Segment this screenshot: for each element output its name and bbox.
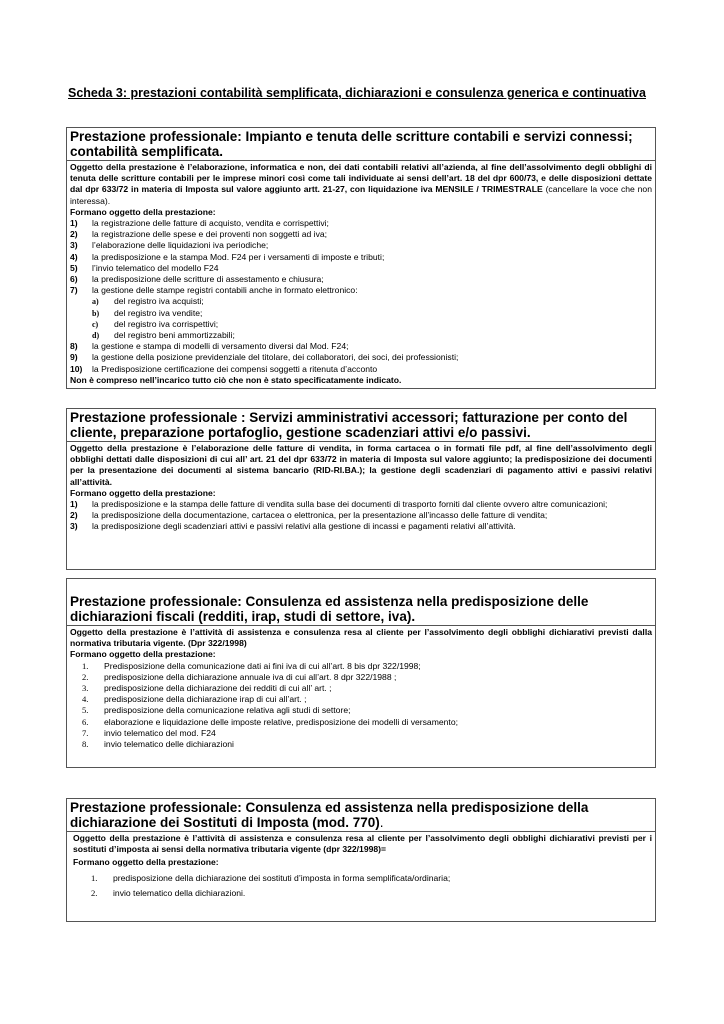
item-text: la predisposizione degli scadenziari attivi e passivi relativi alla gestione di incassi e pagamenti relativi all’attività. <box>92 521 516 532</box>
sub-item <box>70 319 652 330</box>
section-title <box>67 799 655 832</box>
list-item <box>70 510 652 521</box>
section-body <box>67 442 655 569</box>
section-title-suffix: . <box>379 815 384 830</box>
item-number: 5. <box>82 705 89 716</box>
item-text: invio telematico del mod. F24 <box>104 727 216 738</box>
item-text: la predisposizione della documentazione, cartacea o elettronica, per la presentazione all’incasso delle fatture di vendita; <box>92 510 548 521</box>
list-item <box>70 694 652 705</box>
end-note: Non è compreso nell’incarico tutto ciò che non è stato specificatamente indicato. <box>70 374 402 385</box>
object-paragraph: Oggetto della prestazione è l’attività di assistenza e consulenza resa al cliente per l’assolvimento degli obblighi dichiarativi previsti dalla normativa tributaria vigente. (Dpr 322/1998) <box>70 627 652 649</box>
section-sostituti-imposta <box>66 798 656 922</box>
item-text: la predisposizione e la stampa Mod. F24 per i versamenti di imposte e tributi; <box>92 251 385 262</box>
item-text: predisposizione della dichiarazione annuale iva di cui all’art. 8 dpr 322/1988 ; <box>104 671 397 682</box>
sub-item-text: del registro beni ammortizzabili; <box>114 330 235 341</box>
item-text: predisposizione della dichiarazione dei sostituti d’imposta in forma semplificata/ordinaria; <box>113 872 451 883</box>
sub-item-letter: a) <box>92 297 99 307</box>
item-number: 1) <box>70 499 78 510</box>
list-item <box>70 229 652 240</box>
item-text: predisposizione della comunicazione relativa agli studi di settore; <box>104 705 351 716</box>
section-body <box>67 626 655 767</box>
section-title-text: Prestazione professionale: Consulenza ed assistenza nella predisposizione della dichiarazione dei Sostituti di Imposta (mod. 770) <box>70 800 589 830</box>
sub-item-text: del registro iva vendite; <box>114 307 203 318</box>
object-text: Oggetto della prestazione è l’elaborazione, informatica e non, dei dati contabili relativi all’azienda, al fine dell’assolvimento degli obblighi di tenuta delle scritture contabili per le imprese minori così come tali individuate ai sensi dell’art. 18 del dpr 600/73, e delle disposizioni dettate dal dpr 633/72 in materia di Imposta sul valore aggiunto artt. 21-27, con liquidazione iva MENSILE / TRIMESTRALE <box>70 162 652 195</box>
item-number: 1) <box>70 218 78 229</box>
section-title: Prestazione professionale: Consulenza ed assistenza nella predisposizione delle dichiarazioni fiscali (redditi, irap, studi di settore, iva). <box>67 593 655 626</box>
list-item <box>70 672 652 683</box>
list-item <box>70 364 652 375</box>
item-text: la predisposizione e la stampa delle fatture di vendita sulla base dei documenti di trasporto forniti dal cliente ovvero altre comunicazioni; <box>92 499 608 510</box>
item-text: predisposizione della dichiarazione irap di cui all’art. ; <box>104 694 307 705</box>
item-number: 9) <box>70 352 78 363</box>
sub-item <box>70 308 652 319</box>
item-text: Predisposizione della comunicazione dati ai fini iva di cui all’art. 8 bis dpr 322/1998; <box>104 660 421 671</box>
section-contabilita <box>66 127 656 389</box>
list-item <box>70 705 652 716</box>
list-item <box>70 728 652 739</box>
list-item <box>70 285 652 296</box>
object-note: (cancellare la voce che non interessa). <box>70 184 652 206</box>
list-item <box>73 888 652 899</box>
object-paragraph: Oggetto della prestazione è l’elaborazione delle fatture di vendita, in forma cartacea o in formati file pdf, al fine dell’assolvimento degli obblighi dettati dalle disposizioni di cui all’ art. 21 del dpr 633/72 in materia di Imposta sul valore aggiunto; la predisposizione dei documenti per la presentazione dei documenti al sistema bancario (RID-RI.BA.); la gestione degli scadenziari di pagamento attivi e passivi relativi all’attività. <box>70 443 652 487</box>
item-number: 8. <box>82 739 89 750</box>
sub-item-letter: b) <box>92 308 100 318</box>
sub-item-text: del registro iva acquisti; <box>114 296 204 307</box>
item-number: 10) <box>70 363 83 374</box>
list-item <box>70 521 652 532</box>
formano-label: Formano oggetto della prestazione: <box>73 857 219 868</box>
item-number: 7. <box>82 727 89 738</box>
sub-item <box>70 296 652 307</box>
section-body <box>67 161 655 388</box>
object-paragraph <box>70 162 652 207</box>
item-number: 1. <box>82 660 89 671</box>
list-item <box>70 499 652 510</box>
item-text: predisposizione della dichiarazione dei redditi di cui all’ art. ; <box>104 683 332 694</box>
item-number: 2. <box>91 887 98 898</box>
item-number: 3. <box>82 683 89 694</box>
item-text: la gestione delle stampe registri contabili anche in formato elettronico: <box>92 285 358 296</box>
page-title: Scheda 3: prestazioni contabilità semplificata, dichiarazioni e consulenza generica e continuativa <box>68 86 646 100</box>
item-number: 6. <box>82 716 89 727</box>
section-title: Prestazione professionale: Impianto e tenuta delle scritture contabili e servizi connessi; contabilità semplificata. <box>67 128 655 161</box>
item-text: la predisposizione delle scritture di assestamento e chiusura; <box>92 274 324 285</box>
list-item <box>70 263 652 274</box>
item-number: 4) <box>70 251 78 262</box>
item-number: 2) <box>70 229 78 240</box>
item-number: 1. <box>91 872 98 883</box>
list-item <box>70 683 652 694</box>
item-number: 4. <box>82 694 89 705</box>
item-number: 6) <box>70 274 78 285</box>
item-text: invio telematico delle dichiarazioni <box>104 739 234 750</box>
item-number: 2. <box>82 671 89 682</box>
list-item <box>70 717 652 728</box>
list-item <box>70 240 652 251</box>
item-number: 2) <box>70 510 78 521</box>
item-text: l’elaborazione delle liquidazioni iva periodiche; <box>92 240 269 251</box>
item-number: 8) <box>70 341 78 352</box>
formano-label: Formano oggetto della prestazione: <box>70 487 216 498</box>
list-item <box>70 352 652 363</box>
formano-label: Formano oggetto della prestazione: <box>70 206 216 217</box>
sub-item-text: del registro iva corrispettivi; <box>114 318 219 329</box>
sub-item-letter: d) <box>92 331 100 341</box>
list-item <box>70 274 652 285</box>
item-number: 7) <box>70 285 78 296</box>
list-item <box>73 873 652 884</box>
object-paragraph: Oggetto della prestazione è l’attività di assistenza e consulenza resa al cliente per l’assolvimento degli obblighi dichiarativi previsti per i sostituti d’imposta ai sensi della normativa tributaria vigente (dpr 322/1998)= <box>73 833 652 855</box>
item-text: la registrazione delle fatture di acquisto, vendita e corrispettivi; <box>92 218 329 229</box>
list-item <box>70 739 652 750</box>
section-body <box>67 832 655 921</box>
section-servizi-amministrativi <box>66 408 656 570</box>
sub-item <box>70 330 652 341</box>
item-text: l’invio telematico del modello F24 <box>92 262 219 273</box>
formano-label: Formano oggetto della prestazione: <box>70 649 216 660</box>
list-item <box>70 252 652 263</box>
section-dichiarazioni-fiscali <box>66 578 656 768</box>
item-text: invio telematico della dichiarazioni. <box>113 887 246 898</box>
item-number: 5) <box>70 262 78 273</box>
list-item <box>70 218 652 229</box>
section-title: Prestazione professionale : Servizi amministrativi accessori; fatturazione per conto del cliente, preparazione portafoglio, gestione scadenziari attivi e/o passivi. <box>67 409 655 442</box>
item-number: 3) <box>70 240 78 251</box>
item-number: 3) <box>70 521 78 532</box>
list-item <box>70 661 652 672</box>
item-text: la registrazione delle spese e dei proventi non soggetti ad iva; <box>92 229 328 240</box>
item-text: la gestione della posizione previdenziale del titolare, dei collaboratori, dei soci, dei professionisti; <box>92 352 459 363</box>
list-item <box>70 341 652 352</box>
sub-item-letter: c) <box>92 319 99 329</box>
item-text: elaborazione e liquidazione delle imposte relative, predisposizione dei modelli di versamento; <box>104 716 458 727</box>
item-text: la gestione e stampa di modelli di versamento diversi dal Mod. F24; <box>92 341 349 352</box>
item-text: la Predisposizione certificazione dei compensi soggetti a ritenuta d’acconto <box>92 363 378 374</box>
